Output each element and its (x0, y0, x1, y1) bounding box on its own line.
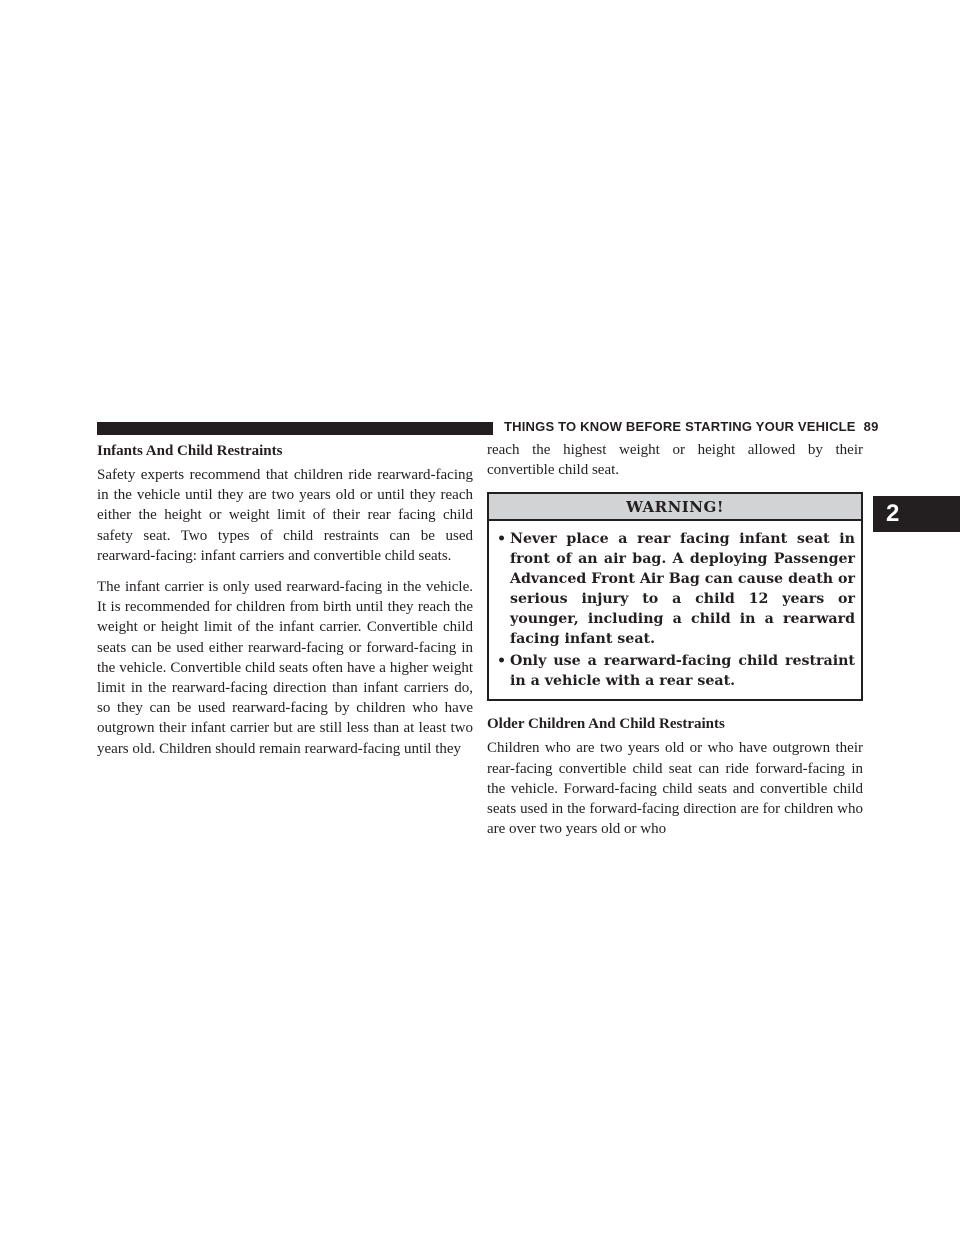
warning-title: WARNING! (489, 494, 861, 521)
header-title: THINGS TO KNOW BEFORE STARTING YOUR VEHICLE (504, 419, 856, 434)
warning-list (489, 521, 861, 699)
warning-item: • Never place a rear facing infant seat in front of an air bag. A deploying Passenger Advanced Front Air Bag can cause death or serious injury to a child 12 years or younger, including a child in a rearward facing infant seat. (497, 531, 855, 648)
page-number: 89 (863, 419, 879, 434)
bullet-icon: • (497, 531, 507, 548)
bullet-icon: • (497, 653, 507, 670)
warning-item: • Only use a rearward-facing child restraint in a vehicle with a rear seat. (497, 653, 855, 690)
running-header (504, 419, 879, 434)
right-column (487, 440, 863, 839)
paragraph-infant-carrier: The infant carrier is only used rearward-facing in the vehicle. It is recommended for children from birth until they reach the weight or height limit of the infant carrier. Convertible child seats can be used either rearward-facing or forward-facing in the vehicle. Convertible child seats often have a higher weight limit in the rearward-facing direction than infant carriers do, so they can be used rearward-facing by children who have outgrown their infant carrier but are still less than at least two years old. Children should remain rearward-facing until they (97, 579, 473, 757)
paragraph-older-children: Children who are two years old or who have outgrown their rear-facing convertible child seat can ride forward-facing in the vehicle. Forward-facing child seats and convertible child seats used in the forward-facing direction are for children who are over two years old or who (487, 740, 863, 838)
section-heading-infants: Infants And Child Restraints (97, 443, 283, 459)
chapter-tab: 2 (873, 496, 960, 532)
warning-box (487, 492, 863, 701)
paragraph-continuation: reach the highest weight or height allowed by their convertible child seat. (487, 442, 863, 479)
section-heading-older-children: Older Children And Child Restraints (487, 716, 725, 733)
left-column (97, 440, 473, 759)
header-rule-bar (97, 422, 493, 435)
paragraph-safety-experts: Safety experts recommend that children ride rearward-facing in the vehicle until they are two years old or until they reach either the height or weight limit of their rear facing child safety seat. Two types of child restraints can be used rearward-facing: infant carriers and convertible child seats. (97, 467, 473, 564)
